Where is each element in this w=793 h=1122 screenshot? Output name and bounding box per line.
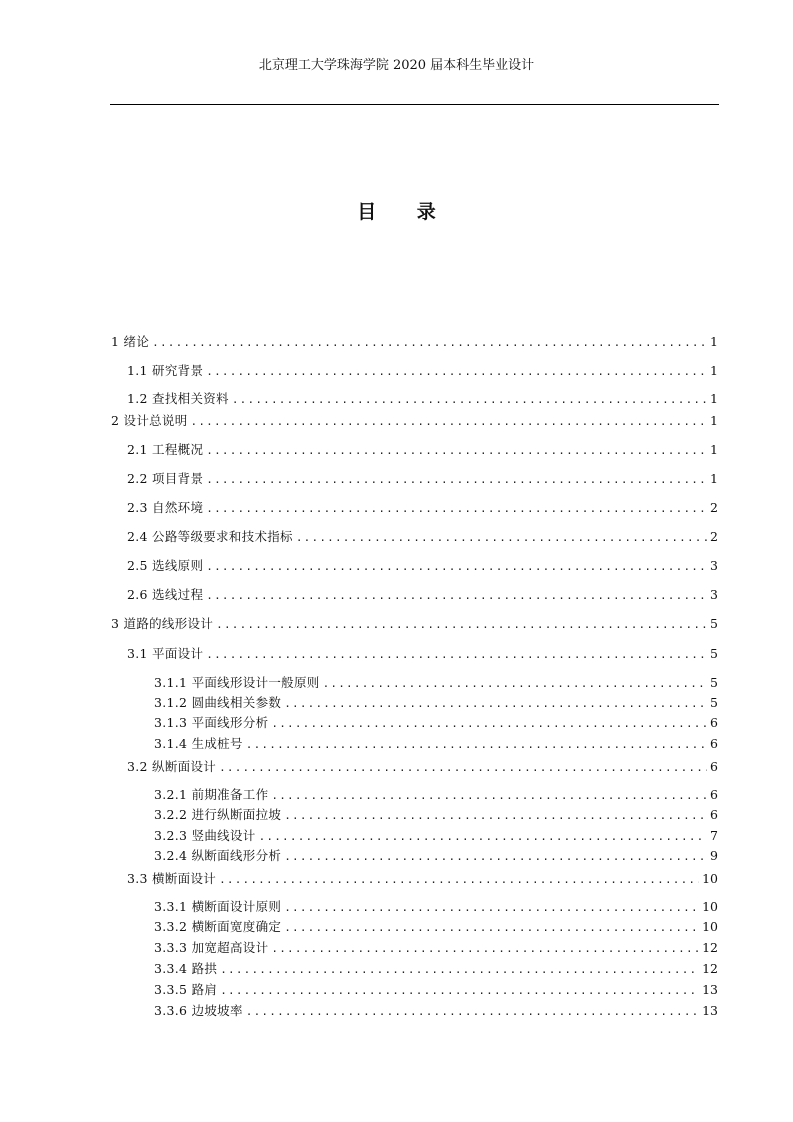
toc-entry-page: 6 (710, 787, 718, 802)
toc-entry-label: 3.2.3 竖曲线设计 (154, 828, 256, 843)
dot-leader (284, 808, 707, 824)
dot-leader (246, 737, 707, 753)
toc-entry-label: 3.3.3 加宽超高设计 (154, 940, 269, 955)
toc-entry-label: 3.3 横断面设计 (127, 871, 217, 886)
toc-entry-page: 6 (710, 715, 718, 730)
toc-entry-label: 2 设计总说明 (111, 413, 188, 428)
dot-leader (206, 443, 707, 459)
dot-leader (206, 647, 707, 663)
toc-entry-2[interactable] (111, 413, 718, 430)
toc-entry-page: 9 (710, 848, 718, 863)
toc-entry-page: 10 (702, 871, 718, 886)
toc-entry-page: 6 (710, 736, 718, 751)
toc-entry-3-2-3[interactable] (154, 828, 718, 845)
dot-leader (206, 472, 707, 488)
toc-entry-label: 3.1.4 生成桩号 (154, 736, 243, 751)
toc-entry-3-3-5[interactable] (154, 982, 718, 999)
toc-entry-2-3[interactable] (127, 500, 718, 517)
toc-entry-1-1[interactable] (127, 363, 718, 380)
toc-entry-page: 6 (710, 807, 718, 822)
dot-leader (206, 588, 707, 604)
dot-leader (323, 676, 707, 692)
toc-entry-page: 1 (710, 334, 718, 349)
toc-title: 目 录 (357, 201, 453, 223)
toc-entry-label: 3.3.1 横断面设计原则 (154, 899, 282, 914)
toc-entry-label: 2.4 公路等级要求和技术指标 (127, 529, 293, 544)
toc-entry-3-2-1[interactable] (154, 787, 718, 804)
toc-entry-3-1-4[interactable] (154, 736, 718, 753)
toc-entry-page: 2 (710, 529, 718, 544)
toc-entry-3-1-3[interactable] (154, 715, 718, 732)
toc-entry-page: 5 (710, 646, 718, 661)
dot-leader (219, 760, 707, 776)
toc-entry-2-5[interactable] (127, 558, 718, 575)
toc-entry-label: 3 道路的线形设计 (111, 616, 214, 631)
toc-entry-3-2-4[interactable] (154, 848, 718, 865)
toc-entry-1[interactable] (111, 334, 718, 351)
toc-entry-3-3-4[interactable] (154, 961, 718, 978)
toc-entry-page: 12 (702, 940, 718, 955)
toc-entry-2-4[interactable] (127, 529, 718, 546)
toc-entry-page: 13 (702, 1003, 718, 1018)
toc-entry-3[interactable] (111, 616, 718, 633)
toc-entry-label: 3.2.2 进行纵断面拉坡 (154, 807, 282, 822)
toc-entry-3-1-2[interactable] (154, 695, 718, 712)
toc-entry-label: 3.1.2 圆曲线相关参数 (154, 695, 282, 710)
dot-leader (219, 872, 699, 888)
dot-leader (284, 920, 699, 936)
dot-leader (206, 364, 707, 380)
dot-leader (152, 335, 707, 351)
toc-entry-label: 3.2.1 前期准备工作 (154, 787, 269, 802)
toc-entry-page: 10 (702, 899, 718, 914)
toc-entry-3-3-1[interactable] (154, 899, 718, 916)
dot-leader (296, 530, 707, 546)
page-header: 北京理工大学珠海学院 2020 届本科生毕业设计 (258, 58, 535, 73)
toc-entry-3-3-2[interactable] (154, 919, 718, 936)
dot-leader (220, 983, 699, 999)
toc-entry-label: 3.3.4 路拱 (154, 961, 218, 976)
toc-entry-page: 3 (710, 558, 718, 573)
dot-leader (271, 788, 707, 804)
toc-entry-page: 13 (702, 982, 718, 997)
toc-entry-label: 3.3.5 路肩 (154, 982, 218, 997)
toc-entry-page: 10 (702, 919, 718, 934)
toc-entry-label: 1.2 查找相关资料 (127, 391, 229, 406)
toc-entry-page: 7 (710, 828, 718, 843)
toc-entry-label: 2.5 选线原则 (127, 558, 204, 573)
toc-entry-3-2-2[interactable] (154, 807, 718, 824)
toc-entry-page: 6 (710, 759, 718, 774)
toc-entry-3-1-1[interactable] (154, 675, 718, 692)
toc-entry-page: 1 (710, 391, 718, 406)
toc-entry-page: 1 (710, 363, 718, 378)
toc-entry-label: 2.6 选线过程 (127, 587, 204, 602)
toc-entry-3-3-6[interactable] (154, 1003, 718, 1020)
dot-leader (284, 849, 707, 865)
dot-leader (271, 941, 699, 957)
dot-leader (206, 501, 707, 517)
toc-entry-page: 5 (710, 616, 718, 631)
toc-entry-3-3[interactable] (127, 871, 718, 888)
toc-entry-label: 3.3.2 横断面宽度确定 (154, 919, 282, 934)
toc-entry-page: 1 (710, 413, 718, 428)
toc-entry-page: 12 (702, 961, 718, 976)
dot-leader (220, 962, 699, 978)
toc-entry-label: 3.2.4 纵断面线形分析 (154, 848, 282, 863)
dot-leader (206, 559, 707, 575)
toc-entry-label: 3.1.1 平面线形设计一般原则 (154, 675, 320, 690)
toc-entry-page: 1 (710, 442, 718, 457)
toc-entry-2-1[interactable] (127, 442, 718, 459)
toc-entry-3-2[interactable] (127, 759, 718, 776)
toc-entry-page: 5 (710, 695, 718, 710)
dot-leader (271, 716, 707, 732)
dot-leader (246, 1004, 699, 1020)
toc-entry-2-6[interactable] (127, 587, 718, 604)
toc-entry-3-1[interactable] (127, 646, 718, 663)
toc-entry-1-2[interactable] (127, 391, 718, 408)
toc-entry-3-3-3[interactable] (154, 940, 718, 957)
toc-entry-2-2[interactable] (127, 471, 718, 488)
toc-entry-page: 1 (710, 471, 718, 486)
toc-entry-page: 2 (710, 500, 718, 515)
toc-entry-page: 3 (710, 587, 718, 602)
toc-entry-label: 2.3 自然环境 (127, 500, 204, 515)
dot-leader (216, 617, 707, 633)
dot-leader (191, 414, 708, 430)
toc-entry-label: 3.1 平面设计 (127, 646, 204, 661)
toc-entry-label: 3.1.3 平面线形分析 (154, 715, 269, 730)
toc-entry-label: 1.1 研究背景 (127, 363, 204, 378)
toc-entry-page: 5 (710, 675, 718, 690)
toc-entry-label: 1 绪论 (111, 334, 150, 349)
dot-leader (232, 392, 707, 408)
toc-entry-label: 2.2 项目背景 (127, 471, 204, 486)
dot-leader (284, 900, 699, 916)
toc-entry-label: 3.2 纵断面设计 (127, 759, 217, 774)
toc-entry-label: 2.1 工程概况 (127, 442, 204, 457)
dot-leader (259, 829, 707, 845)
dot-leader (284, 696, 707, 712)
toc-entry-label: 3.3.6 边坡坡率 (154, 1003, 243, 1018)
